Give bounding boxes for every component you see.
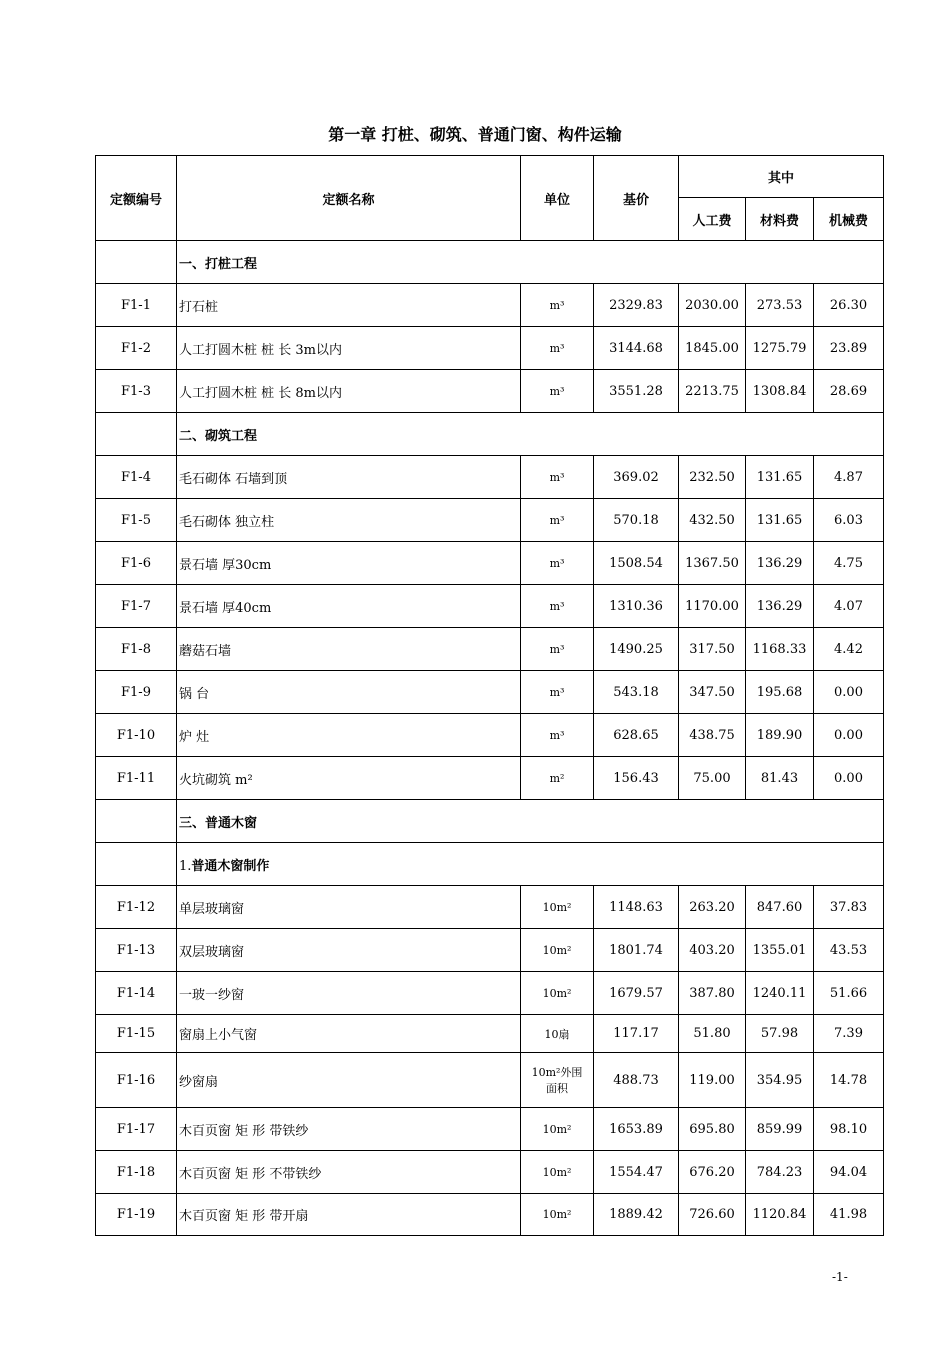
cell-name: 人工打圆木桩 桩 长 8m以内: [177, 370, 521, 413]
table-row: [96, 1194, 884, 1236]
header-of-which: 其中: [679, 156, 884, 198]
cell-unit: m³: [521, 284, 594, 327]
cell-machine: 98.10: [814, 1108, 884, 1151]
cell-machine: 6.03: [814, 499, 884, 542]
cell-labor: 1367.50: [679, 542, 746, 585]
cell-material: 354.95: [746, 1053, 814, 1108]
cell-code: F1-11: [96, 757, 177, 800]
cell-code: F1-13: [96, 929, 177, 972]
cell-code: F1-5: [96, 499, 177, 542]
cell-name: 木百页窗 矩 形 带铁纱: [177, 1108, 521, 1151]
cell-machine: 0.00: [814, 757, 884, 800]
cell-unit: 10m²: [521, 972, 594, 1015]
cell-base: 1889.42: [594, 1194, 679, 1236]
cell-base: 570.18: [594, 499, 679, 542]
cell-unit: 10m²: [521, 929, 594, 972]
subsection-number: 1.: [179, 858, 192, 874]
cell-name: 木百页窗 矩 形 带开扇: [177, 1194, 521, 1236]
cell-machine: 4.87: [814, 456, 884, 499]
cell-base: 543.18: [594, 671, 679, 714]
cell-unit: m²: [521, 757, 594, 800]
table-row: [96, 1108, 884, 1151]
cell-base: 1554.47: [594, 1151, 679, 1194]
table-row: [96, 757, 884, 800]
cell-labor: 232.50: [679, 456, 746, 499]
cell-base: 1653.89: [594, 1108, 679, 1151]
section-title: 二、砌筑工程: [177, 413, 884, 456]
cell-code: F1-8: [96, 628, 177, 671]
table-row: [96, 284, 884, 327]
section-row: [96, 413, 884, 456]
cell-name: 蘑菇石墙: [177, 628, 521, 671]
header-name: 定额名称: [177, 156, 521, 241]
cell-material: 1308.84: [746, 370, 814, 413]
cell-material: 189.90: [746, 714, 814, 757]
cell-base: 488.73: [594, 1053, 679, 1108]
cell-base: 1508.54: [594, 542, 679, 585]
cell-machine: 7.39: [814, 1015, 884, 1053]
cell-unit: m³: [521, 327, 594, 370]
cell-labor: 438.75: [679, 714, 746, 757]
cell-labor: 726.60: [679, 1194, 746, 1236]
cell-base: 628.65: [594, 714, 679, 757]
cell-labor: 1845.00: [679, 327, 746, 370]
cell-machine: 4.07: [814, 585, 884, 628]
cell-material: 81.43: [746, 757, 814, 800]
table-row: [96, 671, 884, 714]
cell-unit: 10m²: [521, 1108, 594, 1151]
cell-labor: 403.20: [679, 929, 746, 972]
cell-unit: m³: [521, 370, 594, 413]
cell-unit: m³: [521, 671, 594, 714]
cell-code: F1-14: [96, 972, 177, 1015]
cell-labor: 119.00: [679, 1053, 746, 1108]
cell-code: F1-6: [96, 542, 177, 585]
cell-material: 1120.84: [746, 1194, 814, 1236]
cell-base: 3144.68: [594, 327, 679, 370]
cell-unit: 10m²: [521, 1194, 594, 1236]
cell-labor: 2030.00: [679, 284, 746, 327]
cell-unit: 10m²: [521, 1151, 594, 1194]
cell-base: 1148.63: [594, 886, 679, 929]
header-machine: 机械费: [814, 198, 884, 241]
cell-unit: [521, 1053, 594, 1108]
cell-base: 369.02: [594, 456, 679, 499]
cell-base: 1490.25: [594, 628, 679, 671]
cell-code: F1-9: [96, 671, 177, 714]
header-material: 材料费: [746, 198, 814, 241]
cell-labor: 2213.75: [679, 370, 746, 413]
table-row: [96, 456, 884, 499]
cell-machine: 23.89: [814, 327, 884, 370]
cell-base: 117.17: [594, 1015, 679, 1053]
page-number: -1-: [832, 1270, 848, 1284]
cell-material: 131.65: [746, 499, 814, 542]
table-row: [96, 1053, 884, 1108]
cell-name: 人工打圆木桩 桩 长 3m以内: [177, 327, 521, 370]
cell-code: F1-10: [96, 714, 177, 757]
table-row: [96, 714, 884, 757]
cell-material: 784.23: [746, 1151, 814, 1194]
cell-base: 1310.36: [594, 585, 679, 628]
cell-unit: m³: [521, 456, 594, 499]
cell-machine: 41.98: [814, 1194, 884, 1236]
cell-labor: 387.80: [679, 972, 746, 1015]
cell-material: 57.98: [746, 1015, 814, 1053]
cell-name: 木百页窗 矩 形 不带铁纱: [177, 1151, 521, 1194]
cell-machine: 4.42: [814, 628, 884, 671]
cell-name: 单层玻璃窗: [177, 886, 521, 929]
cell-material: 847.60: [746, 886, 814, 929]
cell-code: F1-2: [96, 327, 177, 370]
cell-material: 136.29: [746, 585, 814, 628]
section-row: [96, 800, 884, 843]
cell-name: 锅 台: [177, 671, 521, 714]
cell-name: 毛石砌体 石墙到顶: [177, 456, 521, 499]
cell-name: 火坑砌筑 m²: [177, 757, 521, 800]
cell-machine: 4.75: [814, 542, 884, 585]
subsection-text: 普通木窗制作: [191, 858, 270, 874]
table-row: [96, 585, 884, 628]
cell-name: 景石墙 厚40cm: [177, 585, 521, 628]
cell-unit-line2: 面积: [546, 1082, 568, 1095]
table-row: [96, 628, 884, 671]
cell-machine: 37.83: [814, 886, 884, 929]
cell-unit-line1: 10m²外围: [531, 1066, 583, 1079]
section-title: 三、普通木窗: [177, 800, 884, 843]
cell-labor: 1170.00: [679, 585, 746, 628]
cell-name: 窗扇上小气窗: [177, 1015, 521, 1053]
cell-base: 3551.28: [594, 370, 679, 413]
cell-base: 1679.57: [594, 972, 679, 1015]
cell-code: F1-4: [96, 456, 177, 499]
cell-machine: 94.04: [814, 1151, 884, 1194]
cell-material: 273.53: [746, 284, 814, 327]
table-row: [96, 542, 884, 585]
cell-name: 一玻一纱窗: [177, 972, 521, 1015]
cell-labor: 317.50: [679, 628, 746, 671]
cell-name: 毛石砌体 独立柱: [177, 499, 521, 542]
cell-material: 1355.01: [746, 929, 814, 972]
cell-material: 1275.79: [746, 327, 814, 370]
cell-name: 纱窗扇: [177, 1053, 521, 1108]
cell-unit: m³: [521, 628, 594, 671]
cell-material: 859.99: [746, 1108, 814, 1151]
cell-unit: m³: [521, 585, 594, 628]
table-row: [96, 929, 884, 972]
cell-material: 195.68: [746, 671, 814, 714]
cell-machine: 14.78: [814, 1053, 884, 1108]
cell-base: 1801.74: [594, 929, 679, 972]
cell-labor: 432.50: [679, 499, 746, 542]
table-row: [96, 499, 884, 542]
cell-labor: 676.20: [679, 1151, 746, 1194]
cell-machine: 0.00: [814, 671, 884, 714]
cell-machine: 28.69: [814, 370, 884, 413]
cell-unit: m³: [521, 714, 594, 757]
subsection-row: [96, 843, 884, 886]
section-title: 一、打桩工程: [177, 241, 884, 284]
header-base-price: 基价: [594, 156, 679, 241]
cell-code: F1-17: [96, 1108, 177, 1151]
cell-name: 炉 灶: [177, 714, 521, 757]
table-row: [96, 886, 884, 929]
section-row: [96, 241, 884, 284]
cell-code: F1-3: [96, 370, 177, 413]
cell-name: 打石桩: [177, 284, 521, 327]
cell-unit: 10扇: [521, 1015, 594, 1053]
page-title: 第一章 打桩、砌筑、普通门窗、构件运输: [328, 125, 622, 144]
table-row: [96, 1151, 884, 1194]
cell-labor: 347.50: [679, 671, 746, 714]
subsection-title: [177, 843, 884, 886]
cell-material: 131.65: [746, 456, 814, 499]
cell-base: 156.43: [594, 757, 679, 800]
cell-machine: 26.30: [814, 284, 884, 327]
table-row: [96, 972, 884, 1015]
cell-name: 景石墙 厚30cm: [177, 542, 521, 585]
cell-material: 1240.11: [746, 972, 814, 1015]
header-unit: 单位: [521, 156, 594, 241]
cell-code: F1-15: [96, 1015, 177, 1053]
table-row: [96, 1015, 884, 1053]
table-row: [96, 327, 884, 370]
cell-unit: m³: [521, 499, 594, 542]
cell-machine: 43.53: [814, 929, 884, 972]
cell-code: F1-7: [96, 585, 177, 628]
cell-labor: 695.80: [679, 1108, 746, 1151]
cell-material: 136.29: [746, 542, 814, 585]
cell-code: F1-1: [96, 284, 177, 327]
cell-code: F1-12: [96, 886, 177, 929]
cell-labor: 51.80: [679, 1015, 746, 1053]
header-code: 定额编号: [96, 156, 177, 241]
cell-machine: 0.00: [814, 714, 884, 757]
table-row: [96, 370, 884, 413]
cell-unit: 10m²: [521, 886, 594, 929]
cell-machine: 51.66: [814, 972, 884, 1015]
header-row: [96, 156, 884, 198]
quota-table: [95, 155, 884, 1236]
cell-material: 1168.33: [746, 628, 814, 671]
cell-code: F1-19: [96, 1194, 177, 1236]
cell-labor: 263.20: [679, 886, 746, 929]
cell-labor: 75.00: [679, 757, 746, 800]
header-labor: 人工费: [679, 198, 746, 241]
cell-code: F1-16: [96, 1053, 177, 1108]
cell-base: 2329.83: [594, 284, 679, 327]
cell-code: F1-18: [96, 1151, 177, 1194]
cell-name: 双层玻璃窗: [177, 929, 521, 972]
cell-unit: m³: [521, 542, 594, 585]
